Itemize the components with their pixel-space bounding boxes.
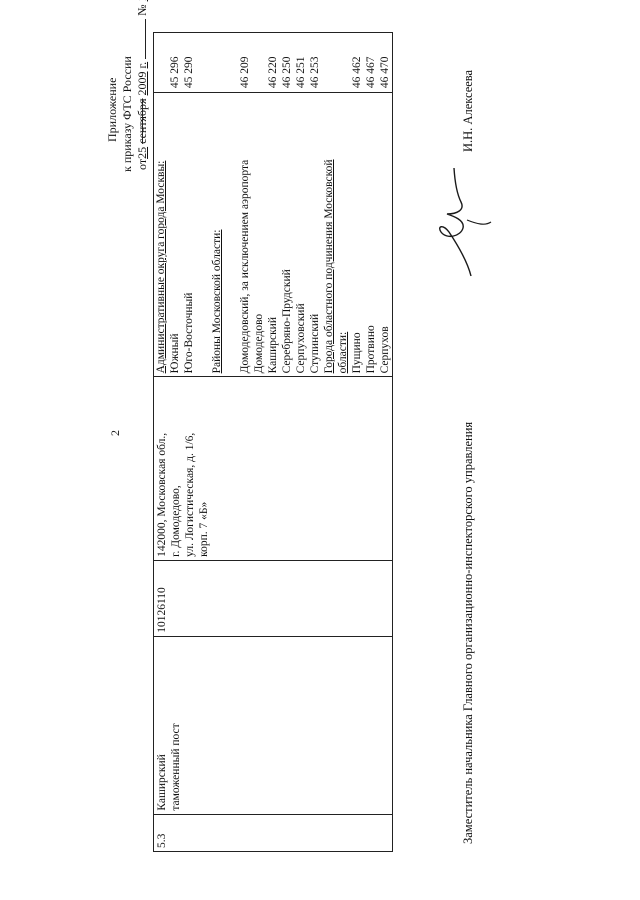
territory-line: Серебряно-Прудский (281, 269, 293, 374)
address-cell (154, 377, 393, 561)
okato-code (154, 33, 168, 92)
post-code-cell (154, 560, 393, 636)
territory-line: Пущино (351, 332, 363, 374)
customs-post-table (153, 32, 393, 852)
territory-line: Административные округа города Москвы: (155, 160, 167, 374)
okato-code: 46 250 (281, 56, 293, 89)
okato-code (336, 33, 350, 92)
handwritten-signature (427, 160, 497, 280)
address-line: ул. Логистическая, д. 1/6, (184, 432, 196, 557)
signer-title: Заместитель начальника Главного организационно-инспекторского управления (461, 421, 475, 844)
post-name-line1: Каширский (156, 754, 168, 811)
territory-line: Серпухов (379, 326, 391, 374)
date-day: 25 (135, 146, 149, 159)
date-filler (135, 19, 146, 59)
address-line: г. Домодедово, (170, 485, 182, 557)
date-prefix: от (135, 158, 149, 170)
territory-line (196, 93, 210, 376)
okato-code (224, 33, 238, 92)
address-line: корп. 7 «Б» (198, 501, 210, 557)
signer-name: И.Н. Алексеева (461, 69, 475, 152)
okato-code: 46 467 (365, 56, 377, 89)
table-row (154, 33, 393, 852)
attachment-date-line (135, 4, 150, 212)
row-number-cell (154, 814, 393, 851)
number-prefix: № (135, 4, 149, 16)
okato-code (210, 33, 224, 92)
okato-code: 45 296 (169, 56, 181, 89)
okato-code: 46 209 (239, 56, 251, 89)
territory-line: Домодедовский, за исключением аэропорта (239, 159, 251, 374)
okato-code: 45 290 (183, 56, 195, 89)
okato-code (322, 33, 336, 92)
territory-line: Серпуховский (295, 303, 307, 374)
territory-line: Юго-Восточный (183, 292, 195, 374)
date-suffix: г. (135, 61, 149, 69)
address-line: 142000, Московская обл., (156, 432, 168, 557)
territory-line (224, 93, 238, 376)
okato-code: 46 251 (295, 56, 307, 89)
rotated-document-page (105, 4, 475, 852)
row-number: 5.3 (156, 833, 168, 848)
post-name-line2: таможенный пост (170, 723, 182, 811)
attachment-order-ref: к приказу ФТС России (120, 56, 134, 172)
post-name-cell (154, 636, 393, 814)
okato-code: 46 470 (379, 56, 391, 89)
territory-line: Южный (169, 333, 181, 374)
territory-line: Домодедово (253, 313, 265, 374)
date-year: 2009 (135, 71, 149, 96)
territory-line: Каширский (267, 317, 279, 374)
date-month: сентября (135, 98, 149, 144)
attachment-title: Приложение (105, 77, 119, 142)
territory-line: области: (337, 331, 349, 374)
order-number (135, 0, 149, 1)
page-number: 2 (108, 430, 122, 436)
territory-line: Ступинский (309, 313, 321, 374)
okato-code (196, 33, 210, 92)
attachment-header (105, 4, 150, 212)
territory-line: Протвино (365, 325, 377, 374)
okato-code-cell (154, 33, 393, 93)
territory-line: Районы Московской области: (211, 229, 223, 374)
territory-line: Города областного подчинения Московской (323, 159, 335, 374)
okato-code: 46 253 (309, 56, 321, 89)
territory-cell (154, 93, 393, 377)
okato-code: 46 462 (351, 56, 363, 89)
okato-code: 46 220 (267, 56, 279, 89)
okato-code (252, 33, 266, 92)
post-code: 10126110 (156, 587, 168, 633)
